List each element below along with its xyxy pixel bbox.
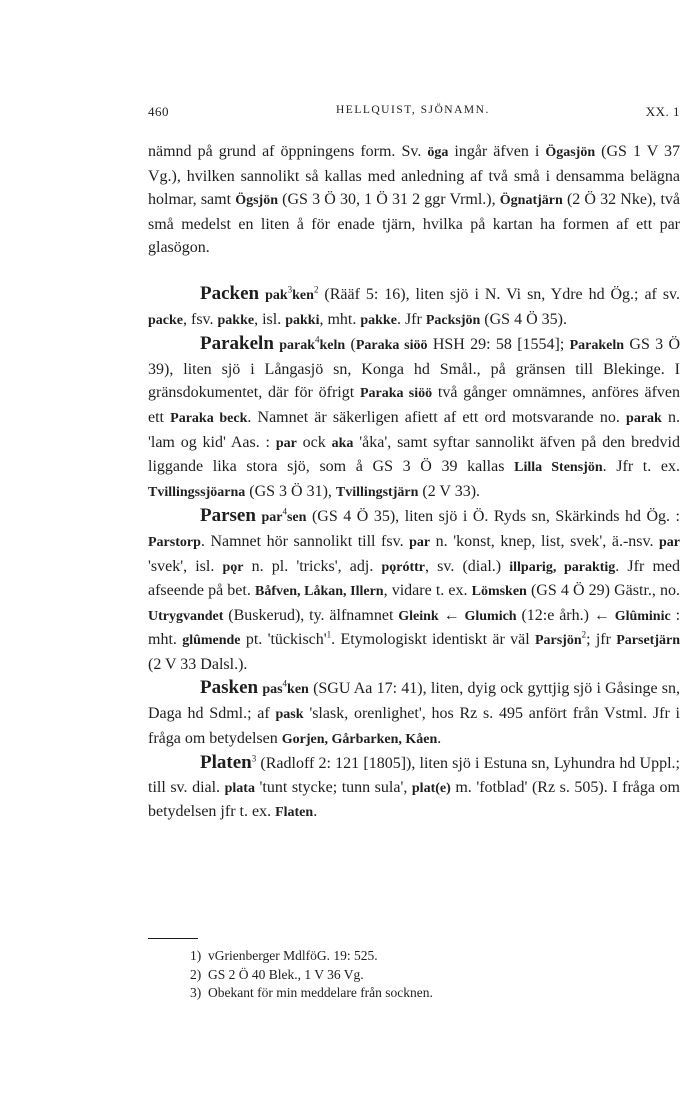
entry-platen (148, 751, 680, 825)
bold-term: Båfven, Låkan, Illern (254, 584, 384, 600)
text-run: n. 'konst, knep, list, svek', ä.-nsv. (430, 532, 660, 550)
text-run: . Etymologiskt identiskt är väl (331, 631, 535, 649)
bold-term: pakke (217, 312, 255, 328)
text-run: ock (296, 433, 332, 451)
bold-term: Packsjön (425, 312, 481, 328)
bold-term: pǫróttr (381, 559, 426, 575)
volume-number: XX. 1 (645, 104, 680, 119)
bold-term: parak (626, 410, 662, 426)
bold-term: par (659, 534, 681, 550)
text-run: (GS 4 Ö 29) Gästr., no. (526, 582, 681, 600)
bold-term: Ögasjön (545, 145, 596, 160)
bold-term: par (409, 534, 431, 550)
bold-term: Ögnatjärn (499, 193, 563, 209)
headword: Pasken (200, 677, 259, 699)
text-run: ← (438, 606, 465, 624)
bold-term: Parsetjärn (616, 633, 681, 649)
bold-term: Tvillingssjöarna (148, 484, 246, 500)
footnote (190, 947, 680, 966)
bold-term: parak (279, 338, 315, 354)
bold-term: glûmende (182, 633, 241, 649)
bold-term: Ögsjön (235, 193, 279, 209)
headword: Parakeln (200, 333, 274, 355)
text-run: m. 'fotblad' (Rz s. 505). I fråga om betydelsen jfr t. ex. (148, 778, 680, 821)
bold-term: plat(e) (411, 780, 451, 796)
footnote-text: GS 2 Ö 40 Blek., 1 V 36 Vg. (208, 966, 364, 982)
superscript: 4 (315, 334, 320, 345)
text-run: HSH 29: 58 [1554]; (427, 336, 570, 354)
bold-term: pakki (285, 312, 320, 328)
text-run: . Namnet är säkerligen afiett af ett ord motsvarande no. (247, 408, 627, 426)
bold-term: Paraka siöö (355, 338, 428, 354)
text-run: . Jfr med afseende på bet. (148, 557, 680, 600)
text-run: . Jfr (396, 310, 426, 328)
bold-term: pak (265, 287, 288, 303)
bold-term: pask (275, 707, 304, 723)
superscript: 1 (326, 629, 332, 640)
bold-term: Utrygvandet (148, 608, 224, 624)
bold-term: Glumich (464, 608, 517, 624)
footnote-number: 3) (190, 985, 202, 1000)
bold-term: öga (427, 145, 449, 160)
bold-term: Tvillingstjärn (335, 484, 419, 500)
text-run: 'slask, orenlighet', hos Rz s. 495 anfört från Vstml. Jfr i fråga om betydelsen (148, 705, 681, 747)
superscript: 4 (282, 679, 288, 690)
text-run: 'svek', isl. (148, 557, 223, 575)
superscript: 2 (313, 284, 319, 295)
text-run: två gånger omnämnes, anföres äfven ett (148, 384, 681, 426)
headword: Platen (200, 752, 252, 774)
text-run: , sv. (dial.) (425, 557, 510, 575)
text-run: (SGU Aa 17: 41), liten, dyig ock gyttjig sjö i Gåsinge sn, Daga hd Sdml.; af (148, 680, 681, 723)
running-title: HELLQUIST, SJÖNAMN. (336, 104, 490, 116)
footnote-number: 2) (190, 966, 202, 982)
text-run: , vidare t. ex. (383, 582, 472, 600)
bold-term: Glûminic (614, 608, 671, 624)
main-text (148, 140, 680, 825)
bold-term: sen (286, 510, 307, 526)
text-run: , isl. (254, 310, 286, 328)
text-run: (Buskerud), ty. älfnamnet (223, 606, 399, 624)
bold-term: keln (319, 338, 346, 354)
text-run: (2 V 33). (418, 482, 481, 500)
bold-term: aka (331, 435, 354, 451)
superscript: 3 (287, 284, 293, 295)
bold-term: Lömsken (471, 584, 527, 600)
footnote (190, 984, 680, 1003)
entry-packen (148, 282, 680, 332)
text-run: GS 3 Ö 39), liten sjö i Långasjö sn, Konga hd Smål., på gränsen till Blekinge. I gränsdokumentet, där för öfrigt (148, 336, 681, 402)
text-run: (GS 1 V 37 Vg.), hvilken sannolikt så kallas med anledning af två små i densamma belägna holmar, samt (148, 143, 680, 209)
text-run: (Rääf 5: 16), liten sjö i N. Vi sn, Ydre hd Ög.; af sv. (318, 285, 681, 303)
text-run: nämnd på grund af öppningens form. Sv. (148, 143, 428, 160)
text-run: pt. 'tückisch' (240, 631, 327, 649)
text-run: (2 V 33 Dalsl.). (148, 655, 248, 673)
page-number: 460 (148, 104, 169, 119)
bold-term: illparig, paraktig (509, 559, 616, 575)
bold-term: Parsjön (534, 633, 582, 649)
entry-parsen (148, 504, 680, 676)
bold-term: Parstorp (148, 534, 201, 550)
text-run: (12:e årh.) ← (516, 606, 615, 624)
running-header (148, 104, 680, 126)
text-run: : mht. (148, 606, 681, 649)
text-run: 'åka', samt syftar sannolikt äfven på den bredvid liggande lika stora sjö, som å GS 3 Ö 39 kallas (148, 433, 681, 476)
text-run: (GS 3 Ö 30, 1 Ö 31 2 ggr Vrml.), (278, 191, 500, 209)
text-run: , fsv. (183, 310, 218, 328)
bold-term: packe (148, 312, 183, 328)
text-run: . (437, 729, 442, 747)
headword: Parsen (200, 505, 256, 527)
bold-term: plata (224, 780, 255, 796)
text-run: ingår äfven i (448, 143, 546, 160)
headword: Packen (200, 282, 260, 304)
entry-parakeln (148, 332, 680, 504)
text-run: . (313, 803, 318, 821)
bold-term: Lilla Stensjön (514, 460, 603, 476)
text-run: (Radloff 2: 121 [1805]), liten sjö i Estuna sn, Lyhundra hd Uppl.; till sv. dial. (148, 755, 680, 796)
text-run: n. 'lam og kid' Aas. : (148, 408, 680, 451)
text-run: . Namnet hör sannolikt till fsv. (200, 532, 410, 550)
entry-pasken (148, 676, 680, 751)
bold-term: par (275, 435, 297, 451)
bold-term: Gorjen, Gårbarken, Kåen (281, 731, 438, 747)
footnote-number: 1) (190, 948, 202, 963)
bold-term: ken (292, 287, 314, 303)
footnote-divider (148, 938, 198, 939)
footnote-text: vGrienberger MdlföG. 19: 525. (208, 948, 378, 963)
text-run: (2 Ö 32 Nke), två små medelst en liten å för enade tjärn, hvilka på kartan ha formen af ett par glasögon. (148, 191, 680, 257)
bold-term: Parakeln (569, 338, 625, 354)
text-run: ; jfr (586, 631, 617, 649)
superscript: 4 (282, 506, 287, 517)
text-run: (GS 4 Ö 35). (480, 310, 567, 328)
intro-paragraph (148, 140, 680, 260)
text-run: (GS 4 Ö 35), liten sjö i Ö. Ryds sn, Skärkinds hd Ög. : (306, 508, 681, 526)
bold-term: ken (287, 682, 309, 698)
footnote (190, 966, 680, 985)
superscript: 3 (251, 753, 257, 764)
text-run: 'tunt stycke; tunn sula', (254, 778, 412, 796)
text-run: . Jfr t. ex. (602, 458, 681, 476)
superscript: 2 (581, 629, 587, 640)
bold-term: pas (262, 682, 283, 698)
text-run: , mht. (319, 310, 361, 328)
bold-term: pǫr (222, 559, 244, 575)
bold-term: pakke (360, 312, 397, 328)
footnotes (190, 947, 680, 1003)
bold-term: Paraka siöö (359, 386, 433, 402)
bold-term: Flaten (275, 805, 314, 821)
footnote-text: Obekant för min meddelare från socknen. (208, 985, 433, 1000)
text-run: (GS 3 Ö 31), (245, 482, 336, 500)
text-run: n. pl. 'tricks', adj. (243, 557, 382, 575)
bold-term: Gleink (398, 608, 439, 624)
bold-term: par (261, 510, 283, 526)
text-run: ( (345, 336, 356, 354)
bold-term: Paraka beck (170, 410, 248, 426)
